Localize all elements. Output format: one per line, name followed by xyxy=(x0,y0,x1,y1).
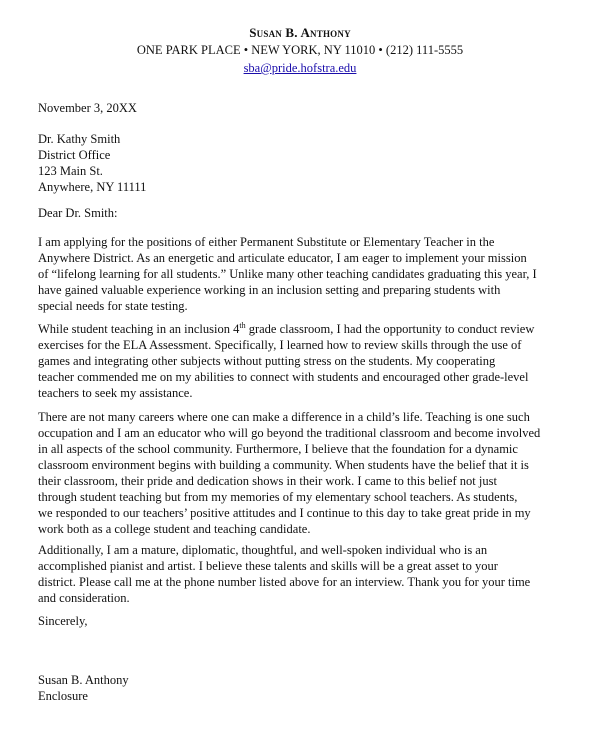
paragraph-line: have gained valuable experience working in an inclusion setting and preparing students with xyxy=(38,283,501,297)
paragraph-line: teachers to seek my assistance. xyxy=(38,386,193,400)
paragraph-line: and consideration. xyxy=(38,591,130,605)
paragraph-text: grade classroom, I had the opportunity to conduct review xyxy=(245,322,535,336)
paragraph-line: accomplished pianist and artist. I believe these talents and skills will be a great asset to your xyxy=(38,559,498,573)
ordinal-superscript: th xyxy=(239,320,246,330)
salutation xyxy=(38,205,568,221)
closing-text: Sincerely, xyxy=(38,614,88,628)
enclosure-note: Enclosure xyxy=(38,689,88,703)
paragraph-2 xyxy=(38,321,568,401)
paragraph-line: occupation and I am an educator who will go beyond the traditional classroom and become involved xyxy=(38,426,541,440)
paragraph-1 xyxy=(38,234,568,314)
recipient-address xyxy=(38,131,568,195)
paragraph-line: Additionally, I am a mature, diplomatic, thoughtful, and well-spoken individual who is an xyxy=(38,543,488,557)
paragraph-3 xyxy=(38,409,568,537)
recipient-street: 123 Main St. xyxy=(38,164,103,178)
paragraph-line: in all aspects of the school community. Furthermore, I believe that the foundation for a dynamic xyxy=(38,442,518,456)
paragraph-4 xyxy=(38,542,568,606)
sender-name: Susan B. Anthony xyxy=(249,25,351,40)
paragraph-line: of “lifelong learning for all students.” Unlike many other teaching candidates graduating this year, I xyxy=(38,267,537,281)
paragraph-line: teacher commended me on my abilities to connect with students and encouraged other grade-level xyxy=(38,370,529,384)
sender-address: ONE PARK PLACE • NEW YORK, NY 11010 • (212) 111-5555 xyxy=(136,43,464,57)
paragraph-line xyxy=(38,321,568,337)
paragraph-line: classroom environment begins with building a community. When students have the belief that it is xyxy=(38,458,529,472)
sender-email-link[interactable]: sba@pride.hofstra.edu xyxy=(243,61,357,75)
letter-date xyxy=(38,100,568,116)
paragraph-line: There are not many careers where one can make a difference in a child’s life. Teaching is one such xyxy=(38,410,530,424)
closing xyxy=(38,613,568,629)
paragraph-line: special needs for state testing. xyxy=(38,299,188,313)
paragraph-line: games and integrating other subjects without putting stress on the students. My cooperating xyxy=(38,354,496,368)
recipient-office: District Office xyxy=(38,148,111,162)
signature-name: Susan B. Anthony xyxy=(38,673,129,687)
signature-block xyxy=(38,672,568,704)
paragraph-line: their classroom, their pride and dedication shows in their work. I came to this belief not just xyxy=(38,474,497,488)
paragraph-line: I am applying for the positions of either Permanent Substitute or Elementary Teacher in the xyxy=(38,235,495,249)
paragraph-line: district. Please call me at the phone number listed above for an interview. Thank you for your time xyxy=(38,575,531,589)
salutation-text: Dear Dr. Smith: xyxy=(38,206,118,220)
recipient-city: Anywhere, NY 11111 xyxy=(38,180,147,194)
date-text: November 3, 20XX xyxy=(38,101,137,115)
paragraph-text: While student teaching in an inclusion 4 xyxy=(38,322,240,336)
paragraph-line: through student teaching but from my memories of my elementary school teachers. As students, xyxy=(38,490,518,504)
paragraph-line: we responded to our teachers’ positive attitudes and I continue to this day to take great pride in my xyxy=(38,506,531,520)
recipient-name: Dr. Kathy Smith xyxy=(38,132,121,146)
paragraph-line: exercises for the ELA Assessment. Specifically, I learned how to review skills through the use of xyxy=(38,338,522,352)
letterhead xyxy=(0,24,600,77)
paragraph-line: work both as a college student and teaching candidate. xyxy=(38,522,311,536)
paragraph-line: Anywhere District. As an energetic and articulate educator, I am eager to implement your mission xyxy=(38,251,527,265)
